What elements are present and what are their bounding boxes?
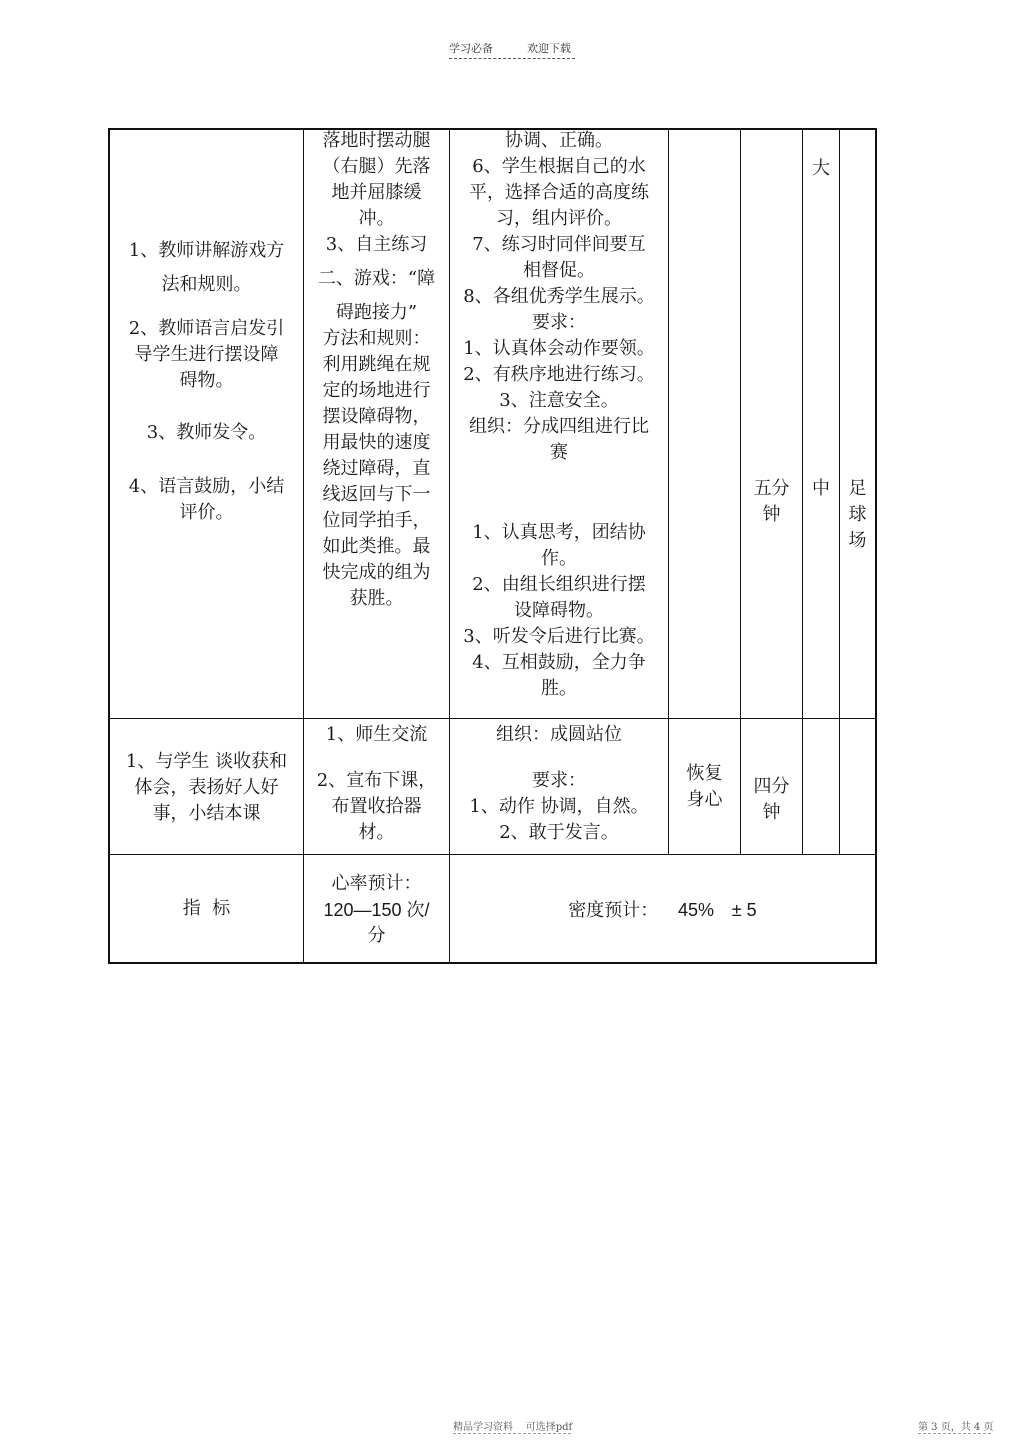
teacher-line: 4、语言鼓励，小结 — [128, 476, 285, 497]
footer-page-number: 第 3 页，共 4 页 — [918, 1422, 994, 1433]
venue-char: 场 — [848, 530, 867, 551]
student-line: 1、认真体会动作要领。 — [463, 338, 655, 359]
student-line: 1、认真思考，团结协 — [472, 522, 646, 543]
student-line: 2、由组长组织进行摆 — [472, 574, 646, 595]
closing-teacher-cell — [110, 749, 303, 827]
closing-student-line: 要求： — [532, 770, 586, 791]
content-line: 利用跳绳在规 — [322, 354, 431, 375]
student-line: 平，选择合适的高度练 — [469, 182, 649, 203]
content-line: 绕过障碍，直 — [322, 458, 431, 479]
teacher-line: 评价。 — [179, 502, 234, 523]
intensity-top-cell: 大 — [812, 158, 830, 179]
heart-rate-line: 心率预计： — [331, 873, 422, 894]
closing-teacher-line: 1、与学生 谈收获和 — [125, 751, 288, 772]
purpose-line: 恢复 — [686, 763, 723, 784]
closing-student-line: 组织：成圆站位 — [496, 724, 622, 745]
student-line: 相督促。 — [523, 260, 595, 281]
closing-student-cell — [450, 722, 668, 846]
row-divider-2 — [108, 854, 877, 855]
teacher-activity-cell — [110, 238, 303, 526]
closing-time-line: 钟 — [762, 802, 781, 823]
content-line: 冲。 — [358, 208, 395, 229]
density-label: 密度预计： — [568, 900, 659, 921]
venue-char: 足 — [848, 478, 867, 499]
density-cell — [450, 897, 875, 924]
closing-time-line: 四分 — [753, 776, 790, 797]
student-line: 2、有秩序地进行练习。 — [463, 364, 655, 385]
indicator-label: 指 标 — [182, 898, 231, 919]
teacher-line: 导学生进行摆设障 — [134, 344, 279, 365]
closing-student-line: 1、动作 协调，自然。 — [469, 796, 649, 817]
student-line: 要求： — [532, 312, 586, 333]
teacher-line: 碍物。 — [179, 370, 234, 391]
student-line: 4、互相鼓励，全力争 — [472, 652, 646, 673]
teacher-line: 法和规则。 — [161, 274, 252, 295]
content-line: 摆设障碍物， — [322, 406, 431, 427]
closing-teacher-line: 事，小结本课 — [152, 803, 261, 824]
student-line: 设障碍物。 — [514, 600, 604, 621]
closing-content-cell — [304, 722, 449, 846]
footer-left-divider — [453, 1433, 571, 1434]
content-line: 定的场地进行 — [322, 380, 431, 401]
student-activity-cell — [450, 128, 668, 702]
content-line: 3、自主练习 — [325, 234, 428, 255]
time-line: 五分 — [753, 478, 790, 499]
row-divider-1 — [108, 718, 877, 719]
venue-cell — [840, 476, 875, 554]
content-cell — [304, 128, 449, 612]
content-line: 如此类推。最 — [322, 536, 431, 557]
col-divider-3 — [668, 128, 669, 854]
teacher-line: 2、教师语言启发引 — [128, 318, 285, 339]
student-line: 6、学生根据自己的水 — [472, 156, 646, 177]
heart-rate-line: 120—150 次/ — [323, 900, 430, 920]
student-line: 习，组内评价。 — [496, 208, 622, 229]
student-line: 3、注意安全。 — [499, 390, 619, 411]
student-line: 8、各组优秀学生展示。 — [463, 286, 655, 307]
student-line: 作。 — [541, 548, 577, 569]
student-line: 组织：分成四组进行比 — [469, 416, 649, 437]
closing-content-line: 材。 — [358, 822, 395, 843]
content-line: 方法和规则： — [322, 328, 431, 349]
content-line: 获胜。 — [349, 588, 404, 609]
header-divider — [449, 58, 575, 59]
student-line: 7、练习时同伴间要互 — [472, 234, 646, 255]
closing-content-line: 布置收拾器 — [331, 796, 422, 817]
density-tolerance: ± 5 — [731, 900, 757, 920]
closing-time-cell — [741, 774, 802, 826]
content-line: 碍跑接力” — [335, 302, 418, 323]
heart-rate-line: 分 — [367, 925, 386, 946]
student-line: 胜。 — [541, 678, 577, 699]
student-line: 3、听发令后进行比赛。 — [463, 626, 655, 647]
content-line: （右腿）先落 — [322, 156, 431, 177]
intensity-cell: 中 — [812, 478, 830, 499]
lesson-plan-table — [108, 128, 877, 964]
student-line: 协调、正确。 — [505, 130, 613, 151]
heart-rate-cell — [304, 871, 449, 949]
closing-purpose-cell — [669, 761, 740, 813]
content-line: 地并屈膝缓 — [331, 182, 422, 203]
footer-right-divider — [918, 1433, 991, 1434]
content-line: 用最快的速度 — [322, 432, 431, 453]
content-line: 二、游戏：“障 — [317, 268, 436, 289]
purpose-line: 身心 — [686, 789, 723, 810]
density-value: 45% — [678, 900, 715, 920]
header-right-text: 欢迎下载 — [527, 42, 571, 55]
time-line: 钟 — [762, 504, 781, 525]
table-border-right — [875, 128, 877, 964]
content-line: 快完成的组为 — [322, 562, 431, 583]
closing-content-line: 2、宣布下课， — [316, 770, 437, 791]
closing-student-line: 2、敢于发言。 — [499, 822, 619, 843]
content-line: 落地时摆动腿 — [322, 130, 431, 151]
teacher-line: 1、教师讲解游戏方 — [128, 240, 285, 261]
student-line: 赛 — [550, 442, 568, 463]
closing-teacher-line: 体会，表扬好人好 — [134, 777, 279, 798]
footer-left-text: 精品学习资料 可选择pdf — [453, 1422, 573, 1433]
closing-content-line: 1、师生交流 — [325, 724, 428, 745]
teacher-line: 3、教师发令。 — [146, 422, 267, 443]
content-line: 位同学拍手， — [322, 510, 431, 531]
table-border-bottom — [108, 962, 877, 964]
time-cell — [741, 476, 802, 528]
header-left-text: 学习必备 — [449, 42, 493, 55]
venue-char: 球 — [848, 504, 867, 525]
content-line: 线返回与下一 — [322, 484, 431, 505]
